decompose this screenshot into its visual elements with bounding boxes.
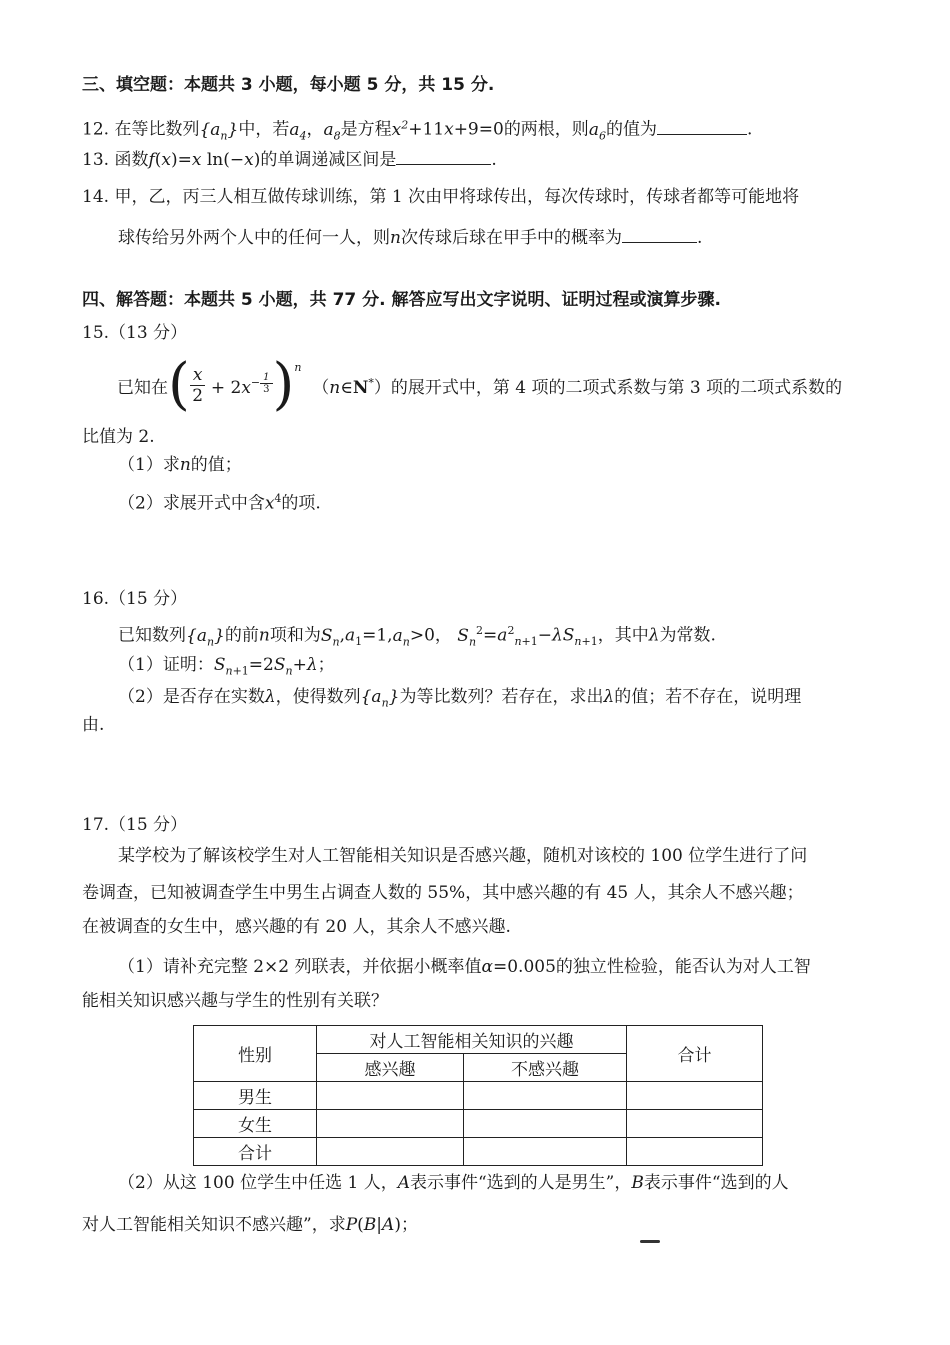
- question-12: 12. 在等比数列$\{a_n\}$中，若$a_4$，$a_8$是方程$x^2+11x+9=0$的两根，则$a_6$的值为 .: [82, 112, 752, 149]
- question-16-number: 16.（15 分）: [82, 589, 188, 609]
- header-not-interested: 不感兴趣: [464, 1054, 627, 1082]
- header-interested: 感兴趣: [317, 1054, 464, 1082]
- table-cell: [317, 1138, 464, 1166]
- question-15-part1: （1）求n的值；: [118, 455, 242, 475]
- header-total: 合计: [627, 1026, 763, 1082]
- question-17-part1: （1）请补充完整 2×2 列联表，并依据小概率值α=0.005的独立性检验，能否认为对人工智: [118, 957, 811, 977]
- answer-blank: [657, 116, 747, 135]
- answer-blank: [396, 146, 491, 165]
- question-13: 13. 函数f(x)=x ln(−x)的单调递减区间是 .: [82, 146, 497, 173]
- question-17-part1-line2: 能相关知识感兴趣与学生的性别有关联？: [82, 991, 388, 1011]
- section3-heading: 三、填空题：本题共 3 小题，每小题 5 分，共 15 分.: [82, 75, 495, 95]
- table-cell: [627, 1110, 763, 1138]
- question-16-end: 由.: [82, 715, 105, 735]
- contingency-table: [193, 1025, 763, 1166]
- table-row: [194, 1110, 763, 1138]
- question-17-p1: 某学校为了解该校学生对人工智能相关知识是否感兴趣，随机对该校的 100 位学生进行了问: [118, 846, 808, 866]
- question-16-part2: （2）是否存在实数λ，使得数列$\{a_n\}$为等比数列？若存在，求出λ的值；若不存在，说明理: [118, 687, 802, 710]
- table-cell: [464, 1138, 627, 1166]
- question-15-part2: （2）求展开式中含$x^4$的项.: [118, 492, 321, 514]
- question-15-number: 15.（13 分）: [82, 323, 188, 343]
- row-label: 女生: [194, 1110, 317, 1138]
- table-cell: [317, 1082, 464, 1110]
- section4-heading: 四、解答题：本题共 5 小题，共 77 分. 解答应写出文字说明、证明过程或演算步骤.: [82, 290, 721, 310]
- scan-mark: [640, 1240, 660, 1243]
- header-gender: 性别: [194, 1026, 317, 1082]
- question-17-part2: （2）从这 100 位学生中任选 1 人，A表示事件“选到的人是男生”，B表示事件“选到的人: [118, 1173, 789, 1193]
- header-interest: 对人工智能相关知识的兴趣: [317, 1026, 627, 1054]
- question-14-line2: 球传给另外两个人中的任何一人，则n次传球后球在甲手中的概率为 .: [118, 224, 702, 251]
- question-16-line1: 已知数列$\{a_n\}$的前n项和为$S_n,a_1=1,a_n>0$， $S_n^2=a^2_{n+1}-\lambda S_{n+1}$，其中λ为常数.: [118, 624, 716, 649]
- table-cell: [317, 1110, 464, 1138]
- question-17-p3: 在被调查的女生中，感兴趣的有 20 人，其余人不感兴趣.: [82, 917, 511, 937]
- row-label: 合计: [194, 1138, 317, 1166]
- table-cell: [627, 1138, 763, 1166]
- table-cell: [464, 1082, 627, 1110]
- row-label: 男生: [194, 1082, 317, 1110]
- question-15-expression: 已知在 ( $\frac{x}{2}$ + $2x^{- \frac{1}{3}}$ ) $^n$ （n∈N*） 的展开式中，第 4 项的二项式系数与第 3 项的二项式系数的: [117, 352, 843, 417]
- table-cell: [627, 1082, 763, 1110]
- question-17-part2-line2: 对人工智能相关知识不感兴趣”，求P(B|A)；: [82, 1215, 418, 1235]
- question-16-part1: （1）证明：$S_{n+1}=2S_n+\lambda$；: [118, 655, 335, 678]
- table-row: [194, 1082, 763, 1110]
- question-14-line1: 14. 甲，乙，丙三人相互做传球训练，第 1 次由甲将球传出，每次传球时，传球者都等可能地将: [82, 187, 800, 207]
- answer-blank: [622, 224, 697, 243]
- table-row: [194, 1138, 763, 1166]
- question-17-p2: 卷调查，已知被调查学生中男生占调查人数的 55%，其中感兴趣的有 45 人，其余人不感兴趣；: [82, 883, 804, 903]
- question-15-line2: 比值为 2.: [82, 427, 155, 447]
- table-cell: [464, 1110, 627, 1138]
- question-17-number: 17.（15 分）: [82, 815, 188, 835]
